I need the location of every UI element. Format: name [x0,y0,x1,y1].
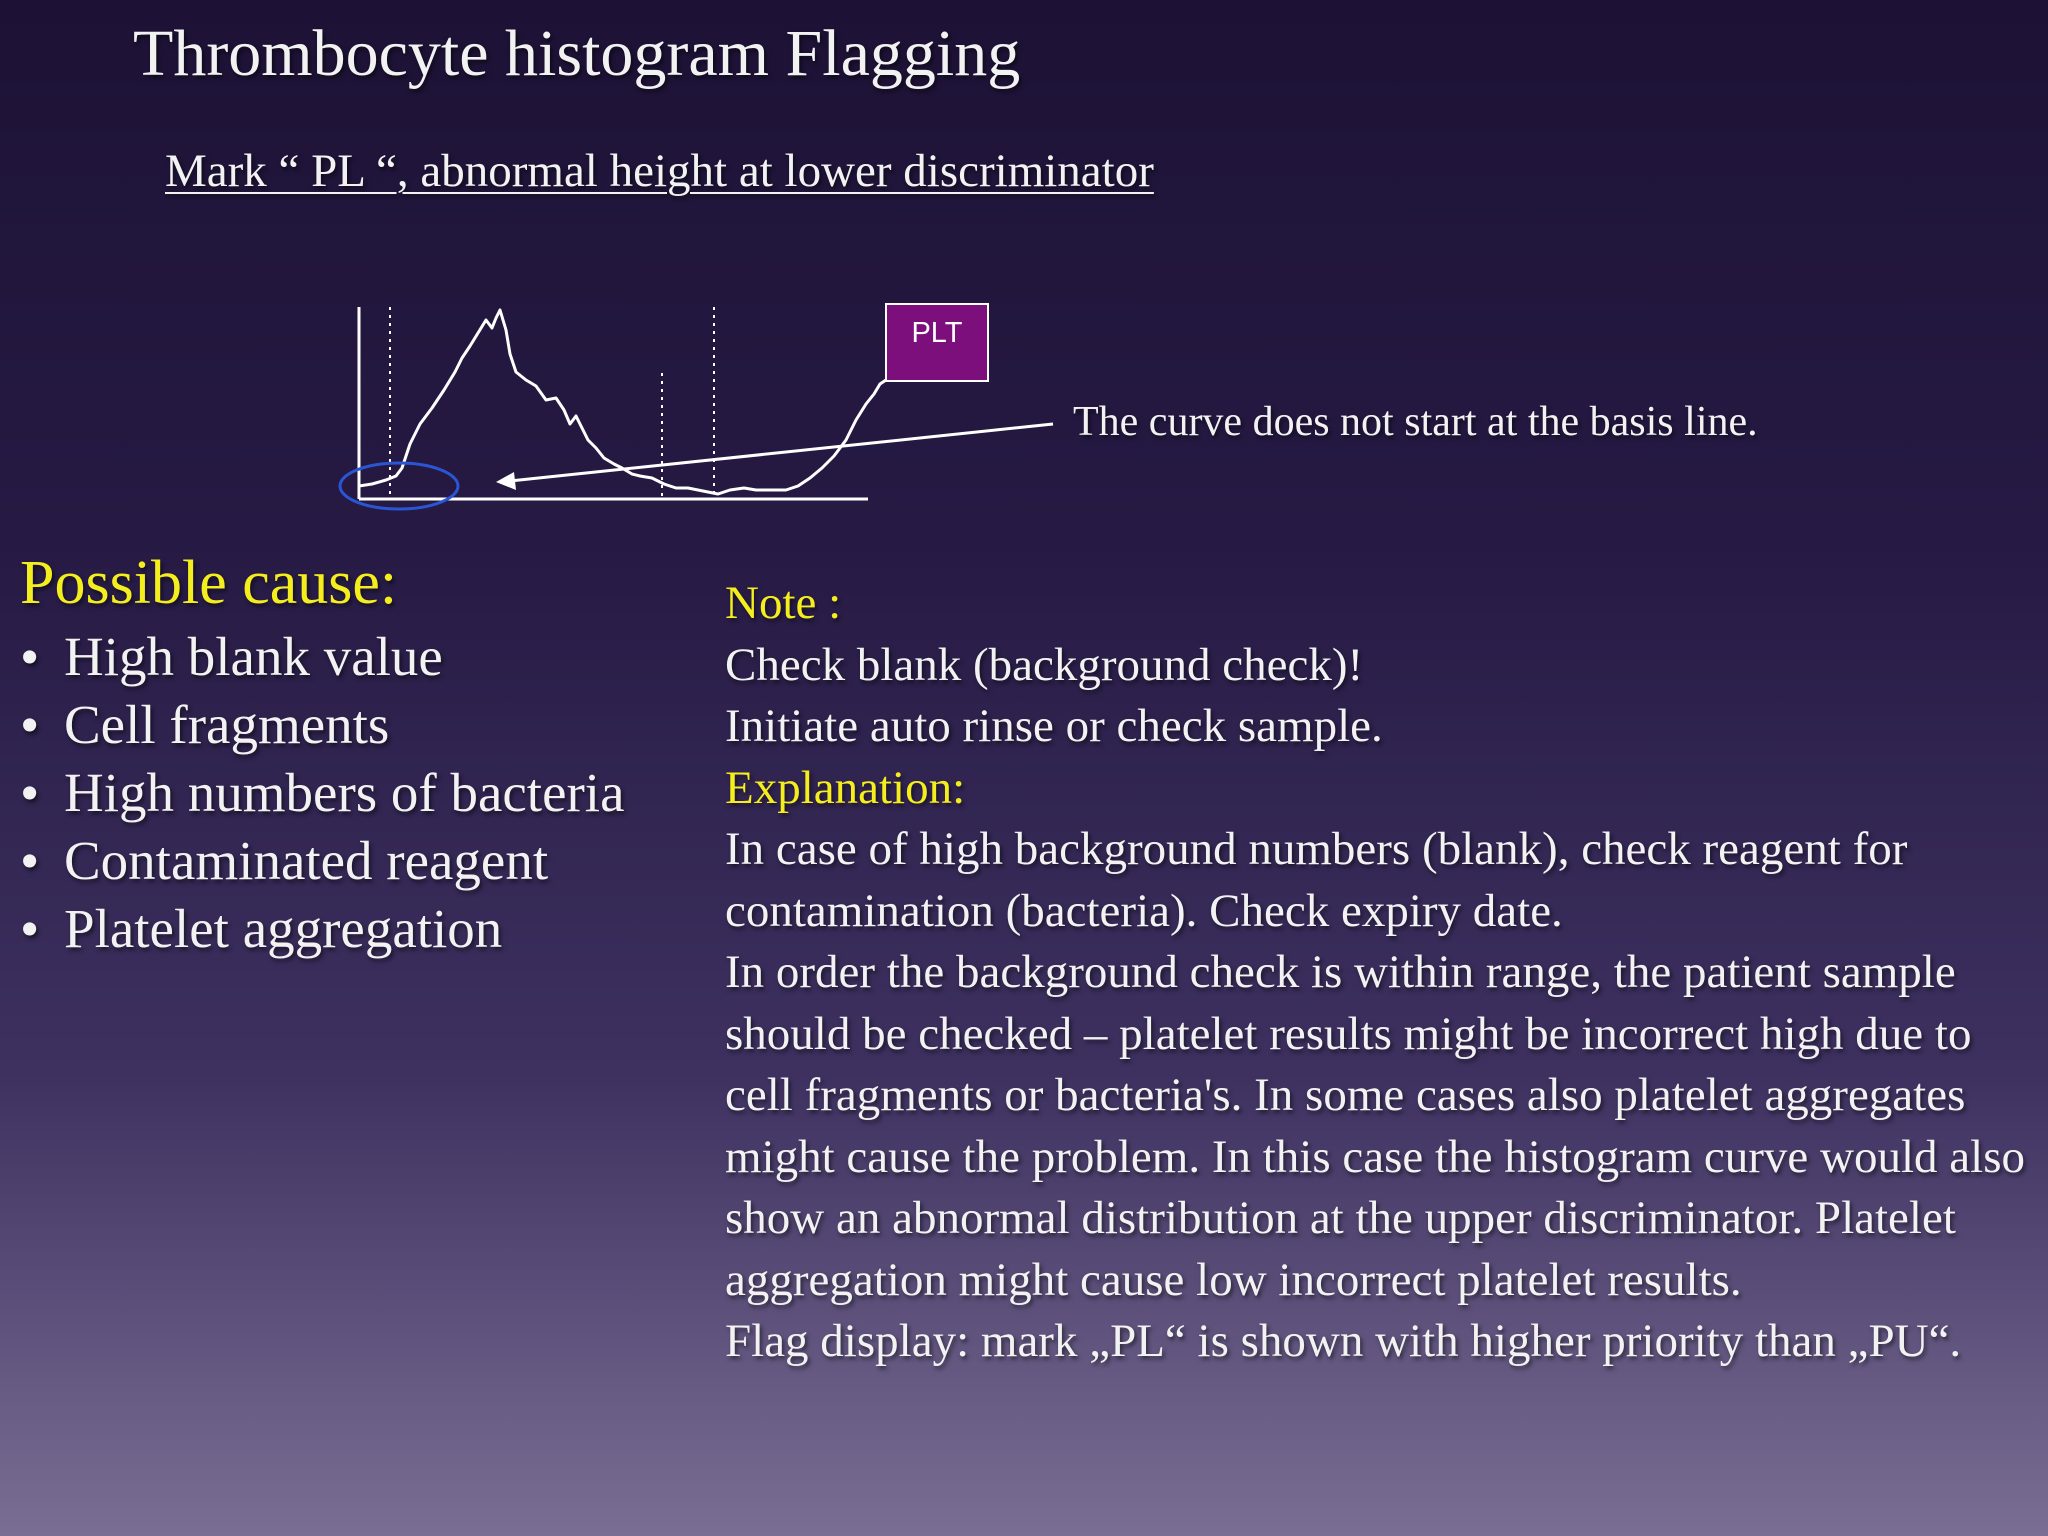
bullet-icon: • [20,898,40,959]
possible-cause-heading: Possible cause: [20,549,398,617]
explanation-paragraph: Flag display: mark „PL“ is shown with higher priority than „PU“. [725,1315,1962,1367]
plt-badge: PLT [885,303,989,382]
arrow-head [496,472,516,490]
explanation-heading: Explanation: [725,761,966,814]
curve-annotation: The curve does not start at the basis line. [1073,399,1758,445]
bullet-icon: • [20,626,40,687]
list-item [20,759,625,827]
bullet-icon: • [20,762,40,823]
possible-cause-list [20,623,625,963]
list-item-text: High blank value [64,626,443,687]
list-item [20,691,625,759]
note-line: Initiate auto rinse or check sample. [725,700,1383,752]
list-item-text: Cell fragments [64,694,390,755]
list-item-text: Contaminated reagent [64,830,549,891]
slide-subtitle: Mark “ PL “, abnormal height at lower discriminator [165,145,1154,197]
bullet-icon: • [20,694,40,755]
note-line: Check blank (background check)! [725,638,1364,691]
explanation-paragraph: In order the background check is within range, the patient sample should be checked – platelet results might be incorrect high due to cell fragments or bacteria's. In some cases also platelet aggregates might cause the problem. In this case the histogram curve would also show an abnormal distribution at the upper discriminator. Platelet aggregation might cause low incorrect platelet results. [725,946,2026,1306]
list-item [20,623,625,691]
slide-title: Thrombocyte histogram Flagging [133,17,1021,90]
note-explanation-panel [725,573,2035,1373]
annotation-arrow [510,424,1053,481]
bullet-icon: • [20,830,40,891]
list-item-text: Platelet aggregation [64,898,503,959]
note-heading: Note : [725,577,842,629]
list-item-text: High numbers of bacteria [64,762,625,823]
histogram-curve [359,310,886,494]
list-item [20,827,625,895]
plt-histogram [0,0,2048,560]
list-item [20,895,625,963]
explanation-paragraph: In case of high background numbers (blank), check reagent for contamination (bacteria). Check expiry date. [725,823,1908,937]
